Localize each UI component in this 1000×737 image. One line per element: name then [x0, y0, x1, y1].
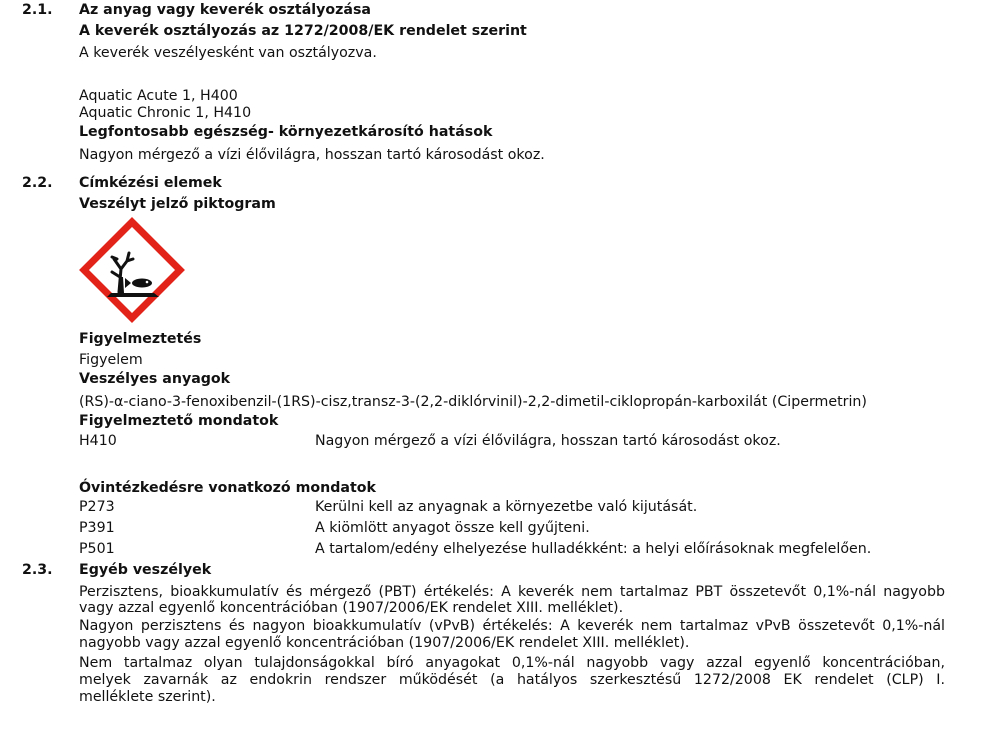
precaution-code: P501 — [79, 541, 115, 557]
environment-hazard-icon — [79, 217, 185, 323]
other-hazards-line: Perzisztens, bioakkumulatív és mérgező (PBT) értékelés: A keverék nem tartalmaz PBT összetevőt 0,1%-nál nagyobb — [79, 584, 945, 600]
precautionary-statements-title: Óvintézkedésre vonatkozó mondatok — [79, 480, 376, 496]
pictogram-title: Veszélyt jelző piktogram — [79, 196, 276, 212]
hazard-text: Nagyon mérgező a vízi élővilágra, hosszan tartó károsodást okoz. — [315, 433, 781, 449]
other-hazards-line: vagy azzal egyenlő koncentrációban (1907/2006/EK rendelet XIII. melléklet). — [79, 600, 624, 616]
other-hazards-line: melléklete szerint). — [79, 689, 216, 705]
precaution-text: A tartalom/edény elhelyezése hulladékként: a helyi előírásoknak megfelelően. — [315, 541, 872, 557]
other-hazards-line: Nem tartalmaz olyan tulajdonságokkal bíró anyagokat 0,1%-nál nagyobb vagy azzal egyenlő koncentrációban, — [79, 655, 945, 671]
precaution-code: P273 — [79, 499, 115, 515]
effects-text: Nagyon mérgező a vízi élővilágra, hosszan tartó károsodást okoz. — [79, 147, 545, 163]
other-hazards-line: melyek zavarnák az endokrin rendszer működését (a hatályos szerkesztésű 1272/2008 EK rendelet (CLP) I. — [79, 672, 945, 688]
effects-title: Legfontosabb egészség- környezetkárosító hatások — [79, 124, 493, 140]
subsection-title-regulation: A keverék osztályozás az 1272/2008/EK rendelet szerint — [79, 23, 527, 39]
hazardous-substances-title: Veszélyes anyagok — [79, 371, 231, 387]
precaution-text: Kerülni kell az anyagnak a környezetbe való kijutását. — [315, 499, 698, 515]
hazard-statements-title: Figyelmeztető mondatok — [79, 413, 279, 429]
classification-line-chronic: Aquatic Chronic 1, H410 — [79, 105, 252, 121]
section-title-labelling: Címkézési elemek — [79, 175, 222, 191]
classification-statement: A keverék veszélyesként van osztályozva. — [79, 45, 377, 61]
other-hazards-line: nagyobb vagy azzal egyenlő koncentrációban (1907/2006/EK rendelet XIII. melléklet). — [79, 635, 690, 651]
signal-word-title: Figyelmeztetés — [79, 331, 202, 347]
section-title-classification: Az anyag vagy keverék osztályozása — [79, 2, 371, 18]
precaution-code: P391 — [79, 520, 115, 536]
section-number-2-2: 2.2. — [22, 175, 53, 191]
hazardous-substances-text: (RS)-α-ciano-3-fenoxibenzil-(1RS)-cisz,transz-3-(2,2-diklórvinil)-2,2-dimetil-ciklopropán-karboxilát (Cipermetrin) — [79, 394, 867, 410]
section-number-2-3: 2.3. — [22, 562, 53, 578]
signal-word: Figyelem — [79, 352, 143, 368]
other-hazards-line: Nagyon perzisztens és nagyon bioakkumulatív (vPvB) értékelés: A keverék nem tartalmaz vPvB összetevőt 0,1%-nál — [79, 618, 945, 634]
precaution-text: A kiömlött anyagot össze kell gyűjteni. — [315, 520, 590, 536]
section-title-other-hazards: Egyéb veszélyek — [79, 562, 212, 578]
section-number-2-1: 2.1. — [22, 2, 53, 18]
hazard-code: H410 — [79, 433, 117, 449]
classification-line-acute: Aquatic Acute 1, H400 — [79, 88, 238, 104]
